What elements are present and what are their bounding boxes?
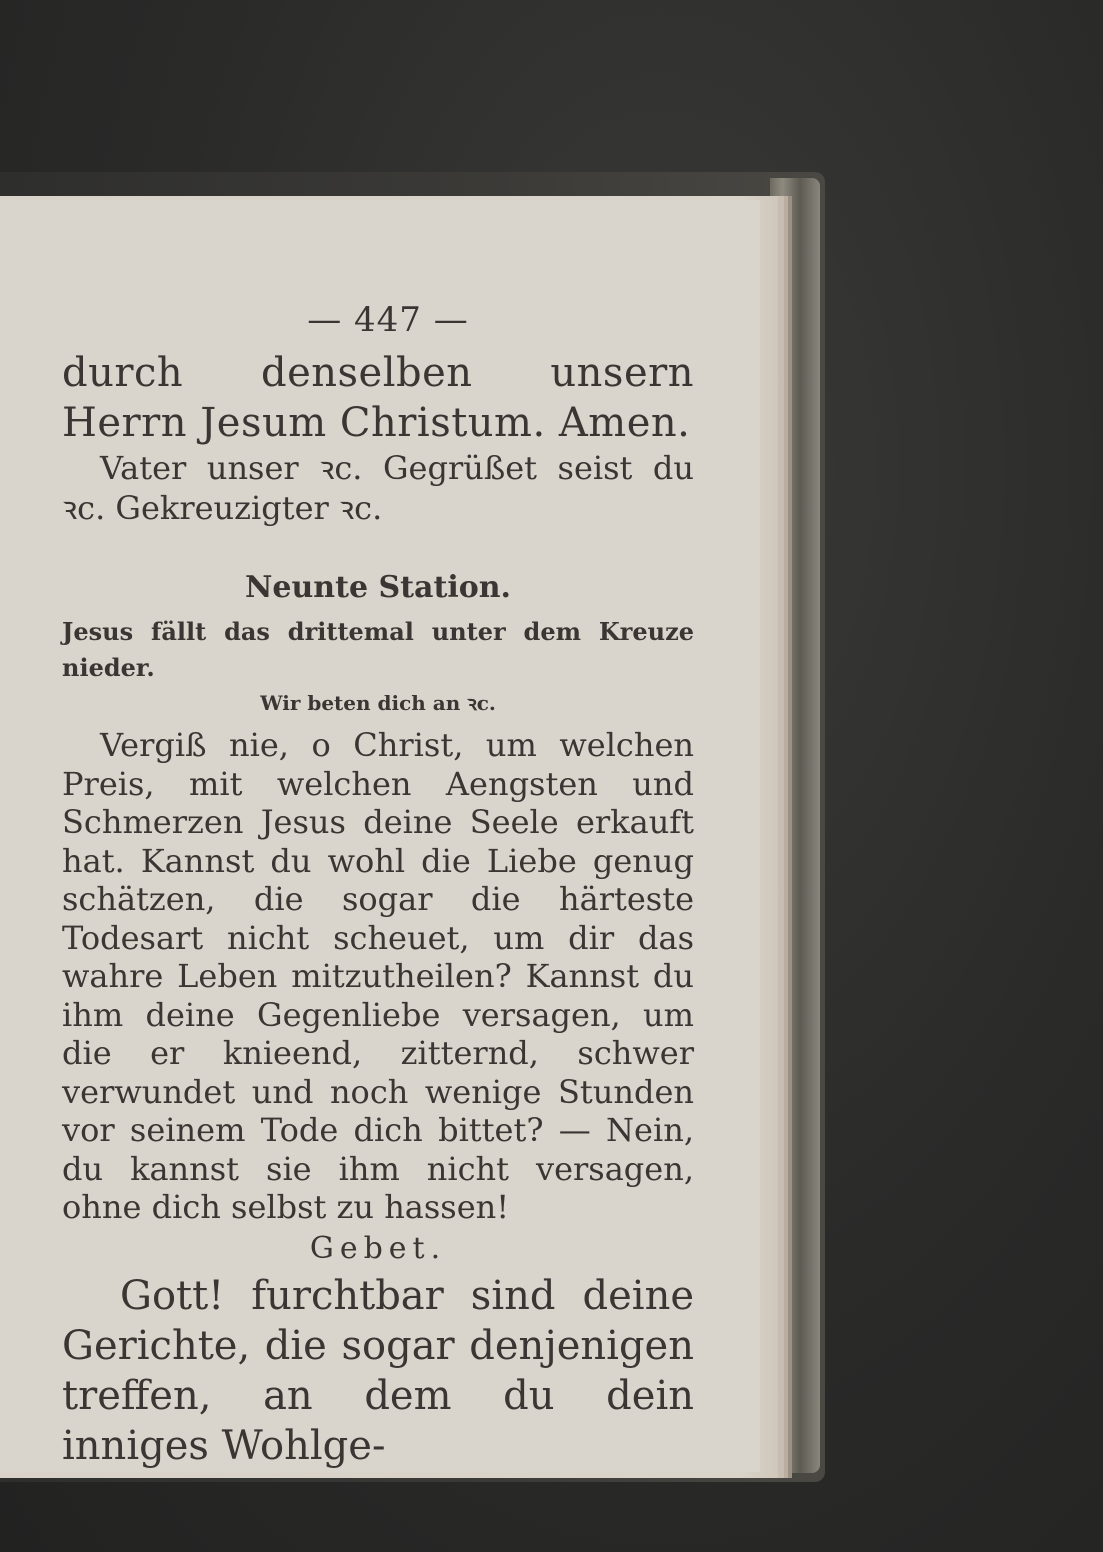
station-prayer: Wir beten dich an ꝛc. bbox=[260, 691, 496, 715]
prayer-heading: Gebet. bbox=[309, 1230, 447, 1266]
book-page bbox=[0, 200, 760, 1472]
page-number: — 447 — bbox=[307, 300, 469, 340]
page-content bbox=[62, 300, 694, 1471]
prayer-text: Gott! furchtbar sind deine Gerichte, die sogar denjenigen treffen, an dem du dein inniges Wohlge- bbox=[62, 1272, 694, 1469]
prayer-responses: Vater unser ꝛc. Gegrüßet seist du ꝛc. Gekreuzigter ꝛc. bbox=[62, 449, 694, 527]
station-subtitle: Jesus fällt das drittemal unter dem Kreuze nieder. bbox=[62, 617, 694, 682]
opening-text: durch denselben unsern Herrn Jesum Christum. Amen. bbox=[62, 350, 694, 446]
meditation-text: Vergiß nie, o Christ, um welchen Preis, mit welchen Aengsten und Schmerzen Jesus deine Seele erkauft hat. Kannst du wohl die Liebe genug schätzen, die sogar die härteste Todesart nicht scheuet, um dir das wahre Leben mitzutheilen? Kannst du ihm deine Gegenliebe versagen, um die er knieend, zitternd, schwer verwundet und noch wenige Stunden vor seinem Tode dich bittet? — Nein, du kannst sie ihm nicht versagen, ohne dich selbst zu hassen! bbox=[62, 726, 694, 1226]
station-title: Neunte Station. bbox=[244, 570, 511, 605]
